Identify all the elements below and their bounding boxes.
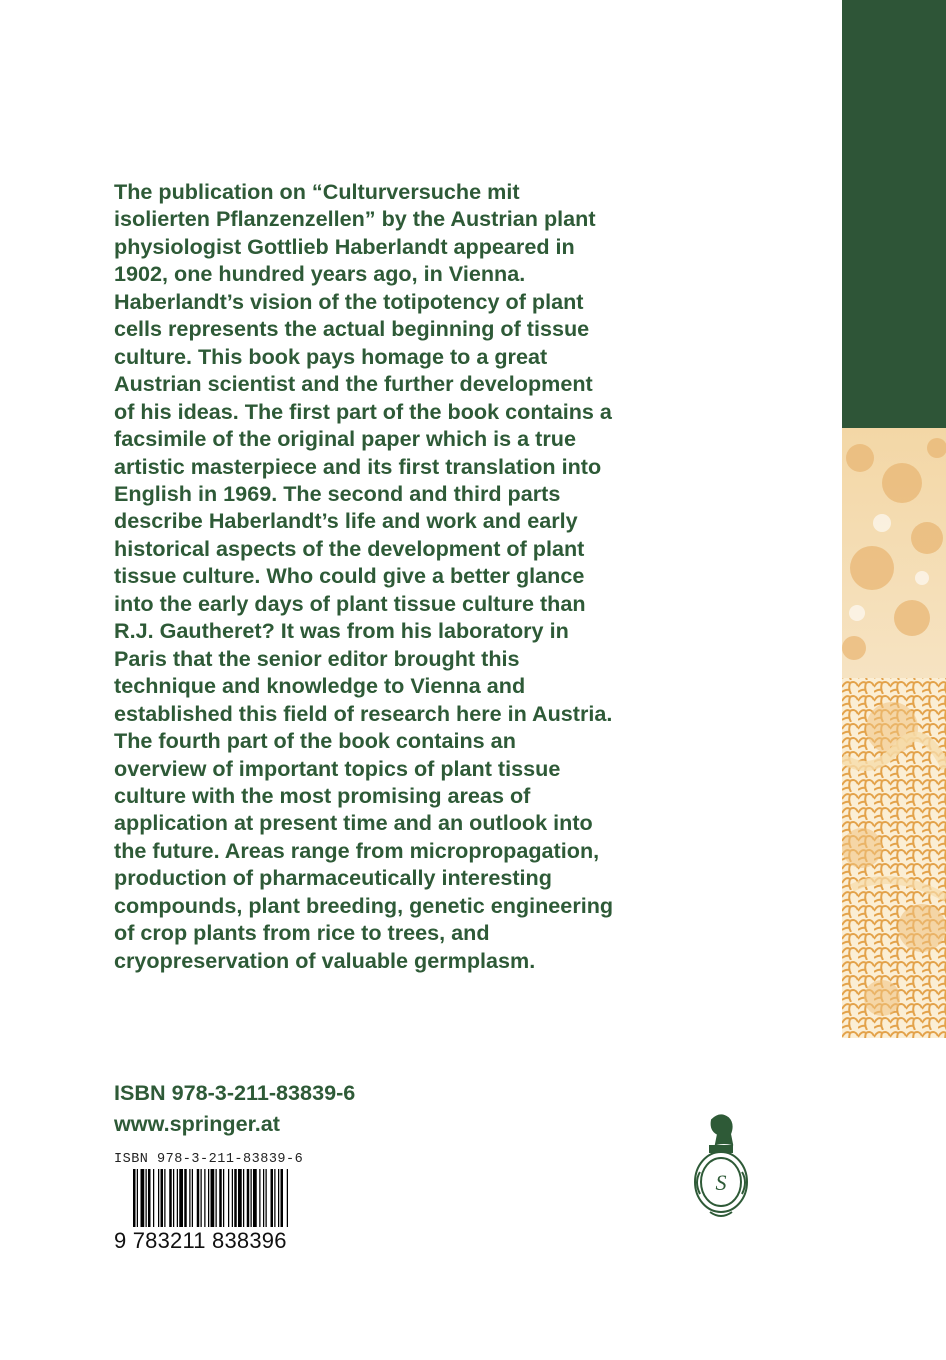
barcode-bar: [179, 1169, 183, 1227]
barcode-bar: [219, 1169, 222, 1227]
barcode-bar: [223, 1169, 224, 1227]
barcode-bar: [201, 1169, 202, 1227]
barcode-bar: [158, 1169, 159, 1227]
isbn-barcode: [114, 1152, 336, 1256]
barcode-bar: [287, 1169, 288, 1227]
plant-cell-micrograph: [842, 428, 946, 1038]
green-color-band: [842, 0, 946, 428]
barcode-bar: [189, 1169, 190, 1227]
barcode-bar: [148, 1169, 151, 1227]
barcode-bar: [243, 1169, 244, 1227]
barcode-isbn-text: ISBN 978-3-211-83839-6: [114, 1152, 304, 1167]
barcode-bar: [234, 1169, 237, 1227]
barcode-bar: [238, 1169, 242, 1227]
svg-text:S: S: [715, 1170, 727, 1195]
barcode-bar: [161, 1169, 164, 1227]
barcode-bar: [137, 1169, 138, 1227]
barcode-bar: [192, 1169, 193, 1227]
barcode-digits: 9 783211 838396: [114, 1228, 287, 1253]
back-cover-blurb: The publication on “Culturversuche mit isolierten Pflanzenzellen” by the Austrian plant physiologist Gottlieb Haberlandt appeared in 1902, one hundred years ago, in Vienna. Haberlandt’s vision of the totipotency of plant cells represents the actual beginning of tissue culture. This book pays homage to a great Austrian scientist and the further development of his ideas. The first part of the book contains a facsimile of the original paper which is a true artistic masterpiece and its first translation into English in 1969. The second and third parts describe Haberlandt’s life and work and early historical aspects of the development of plant tissue culture. Who could give a better glance into the early days of plant tissue culture than R.J. Gautheret? It was from his laboratory in Paris that the senior editor brought this technique and knowledge to Vienna and established this field of research here in Austria. The fourth part of the book contains an overview of important topics of plant tissue culture with the most promising areas of application at present time and an outlook into the future. Areas range from micropropagation, production of pharmaceutically interesting compounds, plant breeding, genetic engineering of crop plants from rice to trees, and cryopreservation of valuable germplasm.: [114, 179, 614, 973]
barcode-bar: [204, 1169, 205, 1227]
barcode-bar: [173, 1169, 174, 1227]
barcode-bar: [169, 1169, 172, 1227]
barcode-bar: [164, 1169, 165, 1227]
barcode-bar: [266, 1169, 267, 1227]
barcode-bar: [153, 1169, 154, 1227]
barcode-bar: [197, 1169, 200, 1227]
barcode-bar: [281, 1169, 284, 1227]
barcode-bar: [253, 1169, 257, 1227]
barcode-bar: [274, 1169, 275, 1227]
barcode-bar: [141, 1169, 145, 1227]
barcode-bar: [184, 1169, 187, 1227]
springer-knight-logo-icon: [690, 1112, 752, 1222]
barcode-bar: [232, 1169, 233, 1227]
barcode-bar: [216, 1169, 217, 1227]
barcode-bar: [146, 1169, 147, 1227]
barcode-bar: [133, 1169, 136, 1227]
barcode-bar: [247, 1169, 250, 1227]
barcode-bar: [263, 1169, 264, 1227]
barcode-bar: [228, 1169, 229, 1227]
publisher-website[interactable]: www.springer.at: [114, 1111, 280, 1136]
barcode-bar: [211, 1169, 215, 1227]
barcode-bar: [208, 1169, 209, 1227]
barcode-bar: [177, 1169, 178, 1227]
barcode-bar: [271, 1169, 274, 1227]
barcode-bar: [259, 1169, 260, 1227]
barcode-bar: [278, 1169, 279, 1227]
barcode-bar: [251, 1169, 252, 1227]
isbn-label: ISBN 978-3-211-83839-6: [114, 1080, 356, 1105]
